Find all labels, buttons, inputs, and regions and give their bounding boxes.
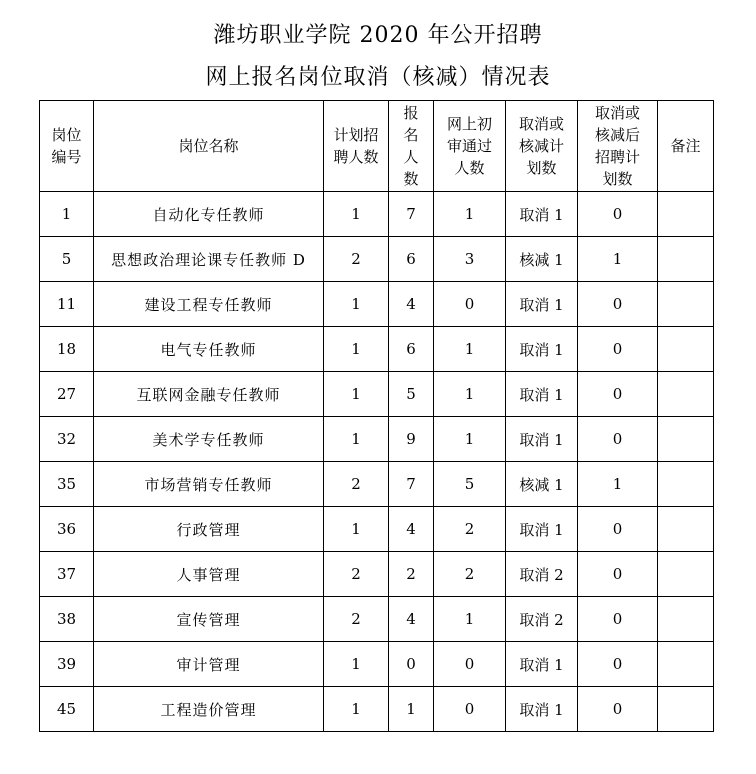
cell-cancel: 核减 1 <box>506 462 578 507</box>
cell-name: 工程造价管理 <box>94 687 324 732</box>
cell-applicants: 4 <box>389 282 434 327</box>
table-row <box>40 597 714 642</box>
header-passed <box>434 101 506 192</box>
cell-name: 人事管理 <box>94 552 324 597</box>
cell-passed: 2 <box>434 507 506 552</box>
cell-after: 0 <box>578 507 658 552</box>
cell-applicants: 5 <box>389 372 434 417</box>
cell-applicants: 0 <box>389 642 434 687</box>
cell-remark <box>658 507 714 552</box>
header-applicants-line: 名 <box>403 126 419 144</box>
cell-remark <box>658 417 714 462</box>
cell-code: 37 <box>40 552 94 597</box>
cell-cancel: 取消 2 <box>506 597 578 642</box>
header-after <box>578 101 658 192</box>
header-applicants-line: 人 <box>403 148 419 166</box>
cell-code: 5 <box>40 237 94 282</box>
cell-remark <box>658 327 714 372</box>
cell-code: 35 <box>40 462 94 507</box>
header-cancel <box>506 101 578 192</box>
cell-cancel: 取消 1 <box>506 687 578 732</box>
cell-code: 39 <box>40 642 94 687</box>
cell-after: 1 <box>578 462 658 507</box>
cell-passed: 1 <box>434 192 506 237</box>
cell-name: 审计管理 <box>94 642 324 687</box>
cell-remark <box>658 642 714 687</box>
cell-cancel: 取消 1 <box>506 642 578 687</box>
cell-applicants: 1 <box>389 687 434 732</box>
table-row <box>40 192 714 237</box>
cell-after: 0 <box>578 282 658 327</box>
cell-applicants: 4 <box>389 597 434 642</box>
cell-plan: 1 <box>324 507 389 552</box>
table-body <box>40 192 714 732</box>
cell-code: 1 <box>40 192 94 237</box>
cell-plan: 1 <box>324 687 389 732</box>
cell-plan: 2 <box>324 552 389 597</box>
header-plan-line: 聘人数 <box>333 148 379 166</box>
table-row <box>40 282 714 327</box>
cell-applicants: 6 <box>389 327 434 372</box>
cell-remark <box>658 372 714 417</box>
cell-name: 电气专任教师 <box>94 327 324 372</box>
header-plan-line: 计划招 <box>333 126 379 144</box>
cell-after: 0 <box>578 687 658 732</box>
cell-plan: 1 <box>324 192 389 237</box>
cell-after: 1 <box>578 237 658 282</box>
table-row <box>40 462 714 507</box>
cell-plan: 1 <box>324 372 389 417</box>
cell-plan: 1 <box>324 417 389 462</box>
cell-remark <box>658 192 714 237</box>
cell-cancel: 取消 1 <box>506 372 578 417</box>
header-cancel-line: 核减计 <box>518 137 564 155</box>
header-plan <box>324 101 389 192</box>
cell-code: 18 <box>40 327 94 372</box>
cell-applicants: 6 <box>389 237 434 282</box>
cell-cancel: 取消 1 <box>506 327 578 372</box>
table-row <box>40 237 714 282</box>
table-row <box>40 417 714 462</box>
header-code <box>40 101 94 192</box>
header-after-line: 招聘计 <box>594 148 640 166</box>
header-passed-line: 审通过 <box>446 137 492 155</box>
cell-passed: 1 <box>434 327 506 372</box>
cell-name: 建设工程专任教师 <box>94 282 324 327</box>
cell-applicants: 7 <box>389 462 434 507</box>
cell-after: 0 <box>578 192 658 237</box>
cell-code: 11 <box>40 282 94 327</box>
cell-applicants: 9 <box>389 417 434 462</box>
cell-name: 市场营销专任教师 <box>94 462 324 507</box>
cell-passed: 1 <box>434 372 506 417</box>
header-name: 岗位名称 <box>94 101 324 192</box>
cell-applicants: 7 <box>389 192 434 237</box>
header-code-line: 编号 <box>51 148 82 166</box>
header-row <box>40 101 714 192</box>
cell-code: 27 <box>40 372 94 417</box>
cancellation-table <box>39 100 714 732</box>
cell-code: 38 <box>40 597 94 642</box>
header-code-line: 岗位 <box>51 126 82 144</box>
cell-remark <box>658 462 714 507</box>
cell-name: 美术学专任教师 <box>94 417 324 462</box>
cell-after: 0 <box>578 552 658 597</box>
cell-passed: 5 <box>434 462 506 507</box>
header-applicants-line: 数 <box>403 170 419 188</box>
table-row <box>40 687 714 732</box>
cell-cancel: 取消 1 <box>506 417 578 462</box>
cell-cancel: 取消 2 <box>506 552 578 597</box>
header-passed-line: 网上初 <box>446 115 492 133</box>
cell-after: 0 <box>578 417 658 462</box>
cell-after: 0 <box>578 327 658 372</box>
header-applicants-line: 报 <box>403 104 419 122</box>
cell-after: 0 <box>578 597 658 642</box>
cell-passed: 0 <box>434 282 506 327</box>
table-row <box>40 642 714 687</box>
header-passed-line: 人数 <box>454 159 485 177</box>
cell-remark <box>658 597 714 642</box>
table-row <box>40 507 714 552</box>
cell-plan: 2 <box>324 237 389 282</box>
cell-after: 0 <box>578 372 658 417</box>
header-cancel-line: 取消或 <box>518 115 564 133</box>
cell-name: 行政管理 <box>94 507 324 552</box>
cell-passed: 2 <box>434 552 506 597</box>
table-row <box>40 552 714 597</box>
cell-code: 45 <box>40 687 94 732</box>
cell-passed: 1 <box>434 597 506 642</box>
cell-remark <box>658 552 714 597</box>
header-cancel-line: 划数 <box>526 159 557 177</box>
header-applicants <box>389 101 434 192</box>
header-after-line: 划数 <box>602 170 633 188</box>
cell-code: 36 <box>40 507 94 552</box>
header-after-line: 核减后 <box>594 126 640 144</box>
cell-name: 思想政治理论课专任教师 D <box>94 237 324 282</box>
cell-name: 互联网金融专任教师 <box>94 372 324 417</box>
cell-after: 0 <box>578 642 658 687</box>
cell-cancel: 取消 1 <box>506 282 578 327</box>
table-row <box>40 327 714 372</box>
cell-remark <box>658 282 714 327</box>
table-row <box>40 372 714 417</box>
cell-remark <box>658 687 714 732</box>
cell-applicants: 4 <box>389 507 434 552</box>
header-remark: 备注 <box>658 101 714 192</box>
cell-plan: 1 <box>324 327 389 372</box>
page-title: 潍坊职业学院 2020 年公开招聘 <box>213 23 543 48</box>
cell-name: 自动化专任教师 <box>94 192 324 237</box>
cell-plan: 1 <box>324 282 389 327</box>
cell-remark <box>658 237 714 282</box>
header-after-line: 取消或 <box>594 104 640 122</box>
cell-cancel: 核减 1 <box>506 237 578 282</box>
cell-name: 宣传管理 <box>94 597 324 642</box>
cell-applicants: 2 <box>389 552 434 597</box>
cell-plan: 1 <box>324 642 389 687</box>
cell-code: 32 <box>40 417 94 462</box>
cell-passed: 0 <box>434 687 506 732</box>
cell-cancel: 取消 1 <box>506 192 578 237</box>
cell-passed: 3 <box>434 237 506 282</box>
cell-plan: 2 <box>324 597 389 642</box>
page-subtitle: 网上报名岗位取消（核减）情况表 <box>205 65 551 90</box>
cell-plan: 2 <box>324 462 389 507</box>
cell-passed: 1 <box>434 417 506 462</box>
cell-cancel: 取消 1 <box>506 507 578 552</box>
cell-passed: 0 <box>434 642 506 687</box>
